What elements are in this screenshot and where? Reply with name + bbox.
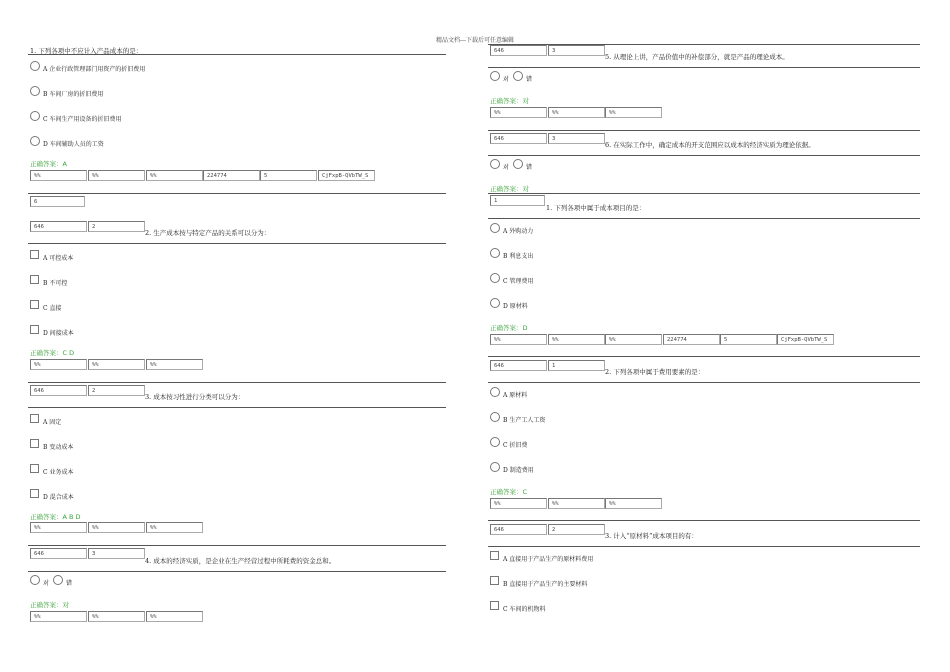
checkbox[interactable]: [490, 601, 499, 610]
field: 1: [548, 360, 605, 371]
field: 1: [490, 195, 545, 206]
radio-button[interactable]: [30, 86, 40, 96]
option-a[interactable]: A 外购动力: [490, 226, 533, 235]
field: 3: [88, 548, 145, 559]
radio-button[interactable]: [490, 273, 500, 283]
divider: [28, 571, 446, 572]
radio-button[interactable]: [30, 111, 40, 121]
question-title: 6. 在实际工作中，确定成本的开支范围应以成本的经济实质为理论依据。: [605, 141, 815, 149]
field: %%: [548, 107, 605, 118]
option-a[interactable]: A 可控成本: [30, 253, 73, 262]
field: %%: [146, 611, 203, 622]
field: 646: [490, 360, 547, 371]
field: 3: [548, 133, 605, 144]
option-d[interactable]: D 原材料: [490, 301, 528, 310]
divider: [488, 155, 920, 156]
question-title: 4. 成本的经济实质，是企业在生产经营过程中所耗费的资金总和。: [145, 557, 336, 565]
field: CjFxpB-QVbTW_S: [777, 334, 834, 345]
checkbox[interactable]: [30, 250, 39, 259]
correct-answer: 正确答案：A B D: [30, 513, 81, 521]
option-b[interactable]: B 生产工人工资: [490, 415, 545, 424]
field: 5: [260, 170, 317, 181]
correct-answer: 正确答案：对: [490, 97, 529, 105]
field: 646: [30, 548, 87, 559]
option-b[interactable]: B 直接用于产品生产的主要材料: [490, 579, 587, 588]
checkbox[interactable]: [490, 576, 499, 585]
field: 224774: [203, 170, 260, 181]
field: %%: [490, 107, 547, 118]
divider: [488, 130, 920, 131]
field: %%: [146, 359, 203, 370]
field: %%: [88, 611, 145, 622]
divider: [488, 356, 920, 357]
field: 2: [88, 221, 145, 232]
radio-false[interactable]: [513, 159, 523, 169]
correct-answer: 正确答案：D: [490, 324, 528, 332]
option-d[interactable]: D 制造费用: [490, 465, 534, 474]
checkbox[interactable]: [30, 464, 39, 473]
option-b[interactable]: B 不可控: [30, 278, 67, 287]
field: 224774: [663, 334, 720, 345]
divider: [28, 54, 446, 55]
checkbox[interactable]: [30, 300, 39, 309]
field: %%: [30, 359, 87, 370]
field: 3: [548, 45, 605, 56]
option-d[interactable]: D 混合成本: [30, 492, 74, 501]
option-a[interactable]: A 原材料: [490, 390, 527, 399]
option-a[interactable]: A 直接用于产品生产的原材料费用: [490, 554, 593, 563]
divider: [488, 520, 920, 521]
true-false-options: 对 错: [490, 162, 532, 171]
field: 2: [548, 524, 605, 535]
question-title: 3. 计入“原材料”成本项目的有：: [605, 532, 698, 540]
option-c[interactable]: C 车间的机物料: [490, 604, 546, 613]
field: %%: [605, 334, 662, 345]
field: 646: [490, 45, 547, 56]
field: %%: [30, 611, 87, 622]
radio-button[interactable]: [490, 437, 500, 447]
radio-button[interactable]: [490, 412, 500, 422]
page-header: 精品文档---下载后可任意编辑: [435, 37, 515, 44]
divider: [28, 407, 446, 408]
field: 646: [490, 133, 547, 144]
field: %%: [146, 170, 203, 181]
divider: [488, 67, 920, 68]
checkbox[interactable]: [30, 489, 39, 498]
checkbox[interactable]: [490, 551, 499, 560]
field: %%: [605, 107, 662, 118]
radio-true[interactable]: [490, 159, 500, 169]
option-d[interactable]: D 车间辅助人员的工资: [30, 139, 104, 148]
radio-button[interactable]: [490, 298, 500, 308]
radio-button[interactable]: [490, 387, 500, 397]
option-a[interactable]: A 固定: [30, 417, 61, 426]
field: 646: [30, 221, 87, 232]
field: %%: [548, 334, 605, 345]
option-c[interactable]: C 业务成本: [30, 467, 74, 476]
option-b[interactable]: B 利息支出: [490, 251, 533, 260]
correct-answer: 正确答案：A: [30, 160, 67, 168]
field: 6: [30, 196, 85, 207]
option-c[interactable]: C 折旧费: [490, 440, 528, 449]
option-b[interactable]: B 变动成本: [30, 442, 73, 451]
field: %%: [88, 170, 145, 181]
field: %%: [30, 522, 87, 533]
correct-answer: 正确答案：对: [30, 601, 69, 609]
radio-button[interactable]: [490, 462, 500, 472]
true-false-options: 对 错: [490, 74, 532, 83]
option-c[interactable]: C 车间生产用设备的折旧费用: [30, 114, 122, 123]
correct-answer: 正确答案：对: [490, 185, 529, 193]
radio-true[interactable]: [30, 575, 40, 585]
checkbox[interactable]: [30, 275, 39, 284]
field: 5: [720, 334, 777, 345]
question-title: 5. 从理论上讲，产品价值中的补偿部分，就是产品的理论成本。: [605, 53, 789, 61]
divider: [28, 545, 446, 546]
divider: [488, 218, 920, 219]
field: %%: [146, 522, 203, 533]
field: %%: [490, 334, 547, 345]
option-d[interactable]: D 间接成本: [30, 328, 74, 337]
field: 2: [88, 385, 145, 396]
field: %%: [548, 498, 605, 509]
field: 646: [490, 524, 547, 535]
divider: [488, 382, 920, 383]
question-title: 1. 下列各项中属于成本项目的是：: [546, 204, 646, 212]
true-false-options: 对 错: [30, 578, 72, 587]
question-title: 2. 下列各项中属于费用要素的是：: [605, 368, 705, 376]
field: CjFxpB-QVbTW_S: [318, 170, 375, 181]
field: %%: [30, 170, 87, 181]
divider: [28, 193, 446, 194]
option-b[interactable]: B 车间厂房的折旧费用: [30, 89, 103, 98]
field: %%: [88, 359, 145, 370]
radio-button[interactable]: [30, 61, 40, 71]
radio-true[interactable]: [490, 71, 500, 81]
radio-false[interactable]: [53, 575, 63, 585]
radio-button[interactable]: [490, 248, 500, 258]
option-a[interactable]: A 企业行政管理部门用资产的折旧费用: [30, 64, 145, 73]
correct-answer: 正确答案：C D: [30, 349, 75, 357]
field: %%: [88, 522, 145, 533]
field: 646: [30, 385, 87, 396]
divider: [488, 193, 920, 194]
checkbox[interactable]: [30, 325, 39, 334]
radio-false[interactable]: [513, 71, 523, 81]
field: %%: [490, 498, 547, 509]
correct-answer: 正确答案：C: [490, 488, 528, 496]
checkbox[interactable]: [30, 439, 39, 448]
question-title: 2. 生产成本按与特定产品的关系可以分为：: [145, 229, 271, 237]
field: %%: [605, 498, 662, 509]
divider: [28, 382, 446, 383]
divider: [28, 243, 446, 244]
checkbox[interactable]: [30, 414, 39, 423]
option-c[interactable]: C 直接: [30, 303, 62, 312]
option-c[interactable]: C 管理费用: [490, 276, 534, 285]
radio-button[interactable]: [490, 223, 500, 233]
question-title: 3. 成本按习性进行分类可以分为：: [145, 393, 245, 401]
divider: [488, 546, 920, 547]
radio-button[interactable]: [30, 136, 40, 146]
question-title: 1. 下列各项中不应计入产品成本的是：: [30, 47, 143, 55]
